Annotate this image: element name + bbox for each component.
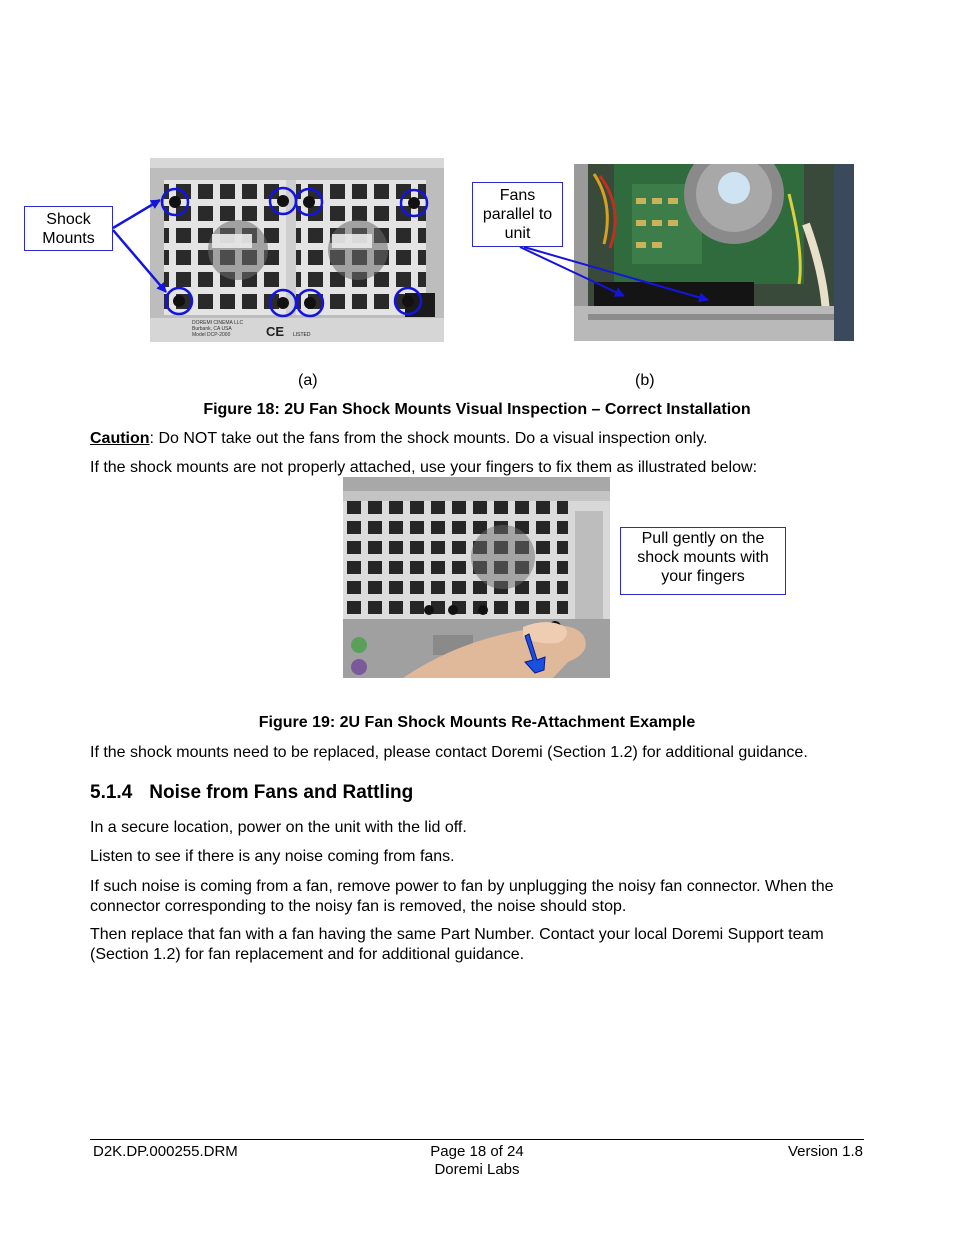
footer-company: Doremi Labs bbox=[434, 1161, 520, 1178]
photo-a-badge-line3: Model DCP-2000 bbox=[192, 332, 231, 338]
intro-fix-paragraph: If the shock mounts are not properly attached, use your fingers to fix them as illustrated below: bbox=[90, 459, 758, 476]
section-heading bbox=[90, 781, 413, 804]
caution-label: Caution bbox=[90, 430, 150, 447]
figure18-arrows bbox=[0, 0, 954, 400]
callout-fans-parallel-line2: parallel to bbox=[482, 206, 553, 223]
footer-doc-id: D2K.DP.000255.DRM bbox=[93, 1143, 238, 1160]
caution-text: : Do NOT take out the fans from the shock mounts. Do a visual inspection only. bbox=[149, 430, 708, 447]
footer-version: Version 1.8 bbox=[787, 1143, 863, 1160]
photo-a-badge-text: DOREMI CINEMA LLC bbox=[192, 320, 244, 326]
figure19-caption: Figure 19: 2U Fan Shock Mounts Re-Attachment Example bbox=[258, 714, 696, 731]
footer-rule bbox=[90, 1139, 864, 1140]
figure18-caption: Figure 18: 2U Fan Shock Mounts Visual Inspection – Correct Installation bbox=[203, 401, 751, 418]
section-paragraph-2: Listen to see if there is any noise coming from fans. bbox=[90, 848, 455, 865]
photo-a-listed-mark: LISTED bbox=[293, 332, 311, 338]
figure18-label-b: (b) bbox=[635, 372, 655, 389]
figure18-label-a: (a) bbox=[298, 372, 318, 389]
section-paragraph-3: If such noise is coming from a fan, remove power to fan by unplugging the noisy fan connector. When the connector corresponding to the noisy fan is removed, the noise should stop. bbox=[90, 878, 834, 915]
photo-a-ce-mark: CE bbox=[266, 324, 285, 339]
section-paragraph-1: In a secure location, power on the unit with the lid off. bbox=[90, 819, 467, 836]
replace-paragraph: If the shock mounts need to be replaced, please contact Doremi (Section 1.2) for additional guidance. bbox=[90, 744, 808, 761]
section-title: Noise from Fans and Rattling bbox=[149, 782, 414, 803]
callout-shock-mounts-line1: Shock bbox=[46, 211, 91, 228]
photo-a-badge-line2: Burbank, CA USA bbox=[192, 326, 232, 332]
callout-pull-gently bbox=[620, 527, 786, 595]
callout-pull-gently-line2: shock mounts with bbox=[637, 549, 769, 566]
figure19-photo bbox=[343, 477, 610, 678]
callout-shock-mounts-line2: Mounts bbox=[42, 230, 95, 247]
callout-pull-gently-line3: your fingers bbox=[661, 568, 745, 585]
callout-pull-gently-line1: Pull gently on the bbox=[641, 530, 765, 547]
arrow-to-upper-mount bbox=[113, 200, 160, 228]
section-number: 5.1.4 bbox=[90, 782, 133, 803]
footer-center bbox=[377, 1143, 577, 1179]
section-paragraph-4: Then replace that fan with a fan having the same Part Number. Contact your local Doremi Support team (Section 1.2) for fan replacement and for additional guidance. bbox=[90, 926, 824, 963]
arrow-to-lower-mount bbox=[113, 230, 166, 292]
caution-paragraph bbox=[90, 429, 707, 449]
callout-fans-parallel-line3: unit bbox=[504, 225, 531, 242]
callout-fans-parallel-line1: Fans bbox=[499, 187, 536, 204]
footer-page-number: Page 18 of 24 bbox=[430, 1143, 524, 1160]
